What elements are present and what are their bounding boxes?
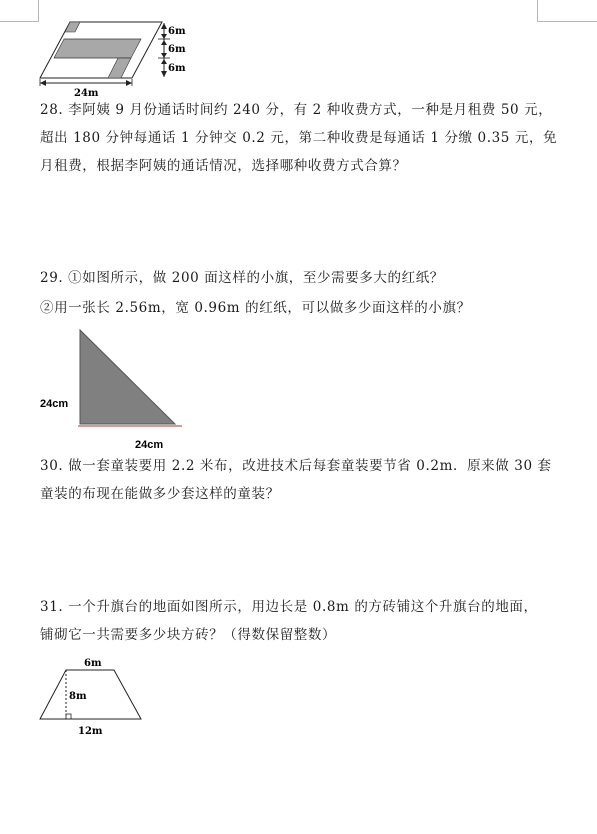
flag-triangle [80,330,175,424]
dim-label-middle: 6m [168,44,186,55]
question-30-line-1: 30. 做一套童装要用 2.2 米布，改进技术后每套童装要节省 0.2m．原来做 30 套 [40,458,552,474]
trapezoid-height-label: 8m [69,691,87,702]
dim-label-top: 6m [168,26,186,37]
trapezoid-figure [0,650,597,750]
question-31-line-1: 31. 一个升旗台的地面如图所示，用边长是 0.8m 的方砖铺这个升旗台的地面， [40,599,538,615]
question-28-line-3: 月租费，根据李阿姨的通话情况，选择哪种收费方式合算？ [40,158,407,174]
question-28-line-1: 28. 李阿姨 9 月份通话时间约 240 分，有 2 种收费方式，一种是月租费 50 元， [40,102,553,118]
question-29 [40,264,560,322]
question-29-line-2: ②用一张长 2.56m，宽 0.96m 的红纸，可以做多少面这样的小旗？ [40,300,471,316]
question-30 [40,452,560,508]
flag-base-label: 24cm [135,439,164,451]
dim-label-base: 24m [74,88,99,99]
question-29-line-1: 29. ①如图所示，做 200 面这样的小旗，至少需要多大的红纸？ [40,270,444,286]
right-angle-mark [66,714,71,719]
question-31 [40,593,560,649]
trapezoid-top-label: 6m [84,658,102,669]
shaded-strip-bottom-right [108,58,131,78]
trapezoid [40,670,141,719]
question-28 [40,96,560,180]
question-30-line-2: 童装的布现在能做多少套这样的童装？ [40,486,280,502]
dim-label-bottom: 6m [168,63,186,74]
question-31-line-2: 铺砌它一共需要多少块方砖？（得数保留整数） [40,627,337,643]
parallelogram-figure [0,0,597,100]
shaded-strip-top-left [65,22,80,32]
shaded-strip-middle [54,39,141,58]
trapezoid-base-label: 12m [78,726,103,737]
flag-triangle-figure [0,320,597,460]
flag-height-label: 24cm [40,398,69,410]
question-28-line-2: 超出 180 分钟每通话 1 分钟交 0.2 元，第二种收费是每通话 1 分缴 0.35 元，免 [40,130,558,146]
